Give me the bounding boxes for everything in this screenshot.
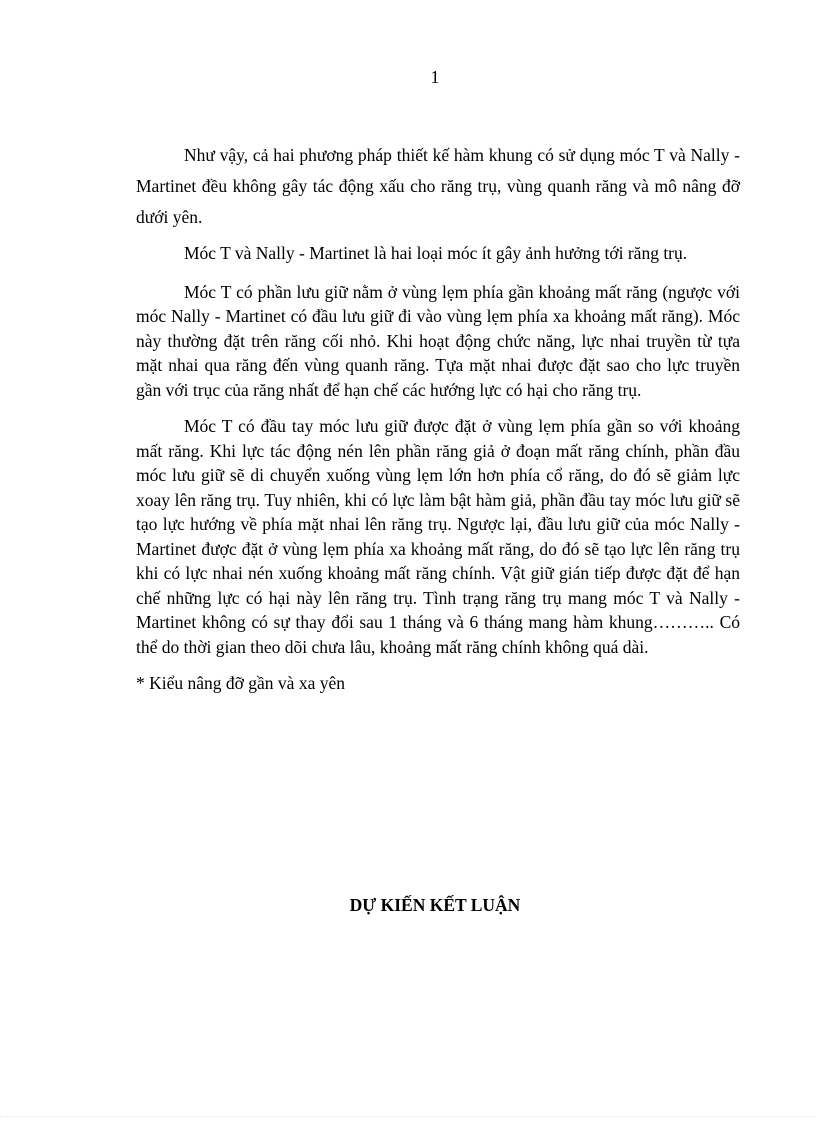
- page-number: 1: [430, 67, 440, 87]
- paragraph-t-clasp-forces: Móc T có đầu tay móc lưu giữ được đặt ở vùng lẹm phía gần so với khoảng mất răng. Khi lực tác động nén lên phần răng giả ở đoạn mất răng chính, phần đầu móc lưu giữ sẽ di chuyển xuống vùng lẹm lớn hơn phía cổ răng, do đó sẽ giảm lực xoay lên răng trụ. Tuy nhiên, khi có lực làm bật hàm giả, phần đầu tay móc lưu giữ sẽ tạo lực hướng về phía mặt nhai lên răng trụ. Ngược lại, đầu lưu giữ của móc Nally - Martinet được đặt ở vùng lẹm phía xa khoảng mất răng, do đó sẽ tạo lực lên răng trụ khi có lực nhai nén xuống khoảng mất răng chính. Vật giữ gián tiếp được đặt để hạn chế những lực có hại này lên răng trụ. Tình trạng răng trụ mang móc T và Nally - Martinet không có sự thay đổi sau 1 tháng và 6 tháng mang hàm khung……….. Có thể do thời gian theo dõi chưa lâu, khoảng mất răng chính không quá dài.: [136, 416, 740, 657]
- body-text: [136, 140, 740, 696]
- paragraph-clasp-types: Móc T và Nally - Martinet là hai loại móc ít gây ảnh hưởng tới răng trụ.: [184, 243, 688, 263]
- paragraph-t-clasp-retention: Móc T có phần lưu giữ nằm ở vùng lẹm phía gần khoảng mất răng (ngược với móc Nally - Martinet có đầu lưu giữ đi vào vùng lẹm phía xa khoảng mất răng). Móc này thường đặt trên răng cối nhỏ. Khi hoạt động chức năng, lực nhai truyền từ tựa mặt nhai qua răng đến vùng quanh răng. Tựa mặt nhai được đặt sao cho lực truyền gần với trục của răng nhất để hạn chế các hướng lực có hại cho răng trụ.: [136, 281, 740, 400]
- section-heading: DỰ KIẾN KẾT LUẬN: [349, 895, 521, 915]
- page-bottom-divider: [0, 1116, 816, 1117]
- paragraph-summary: Như vậy, cả hai phương pháp thiết kế hàm khung có sử dụng móc T và Nally - Martinet đều không gây tác động xấu cho răng trụ, vùng quanh răng và mô nâng đỡ dưới yên.: [136, 145, 740, 227]
- paragraph-support-type: * Kiểu nâng đỡ gần và xa yên: [136, 673, 345, 693]
